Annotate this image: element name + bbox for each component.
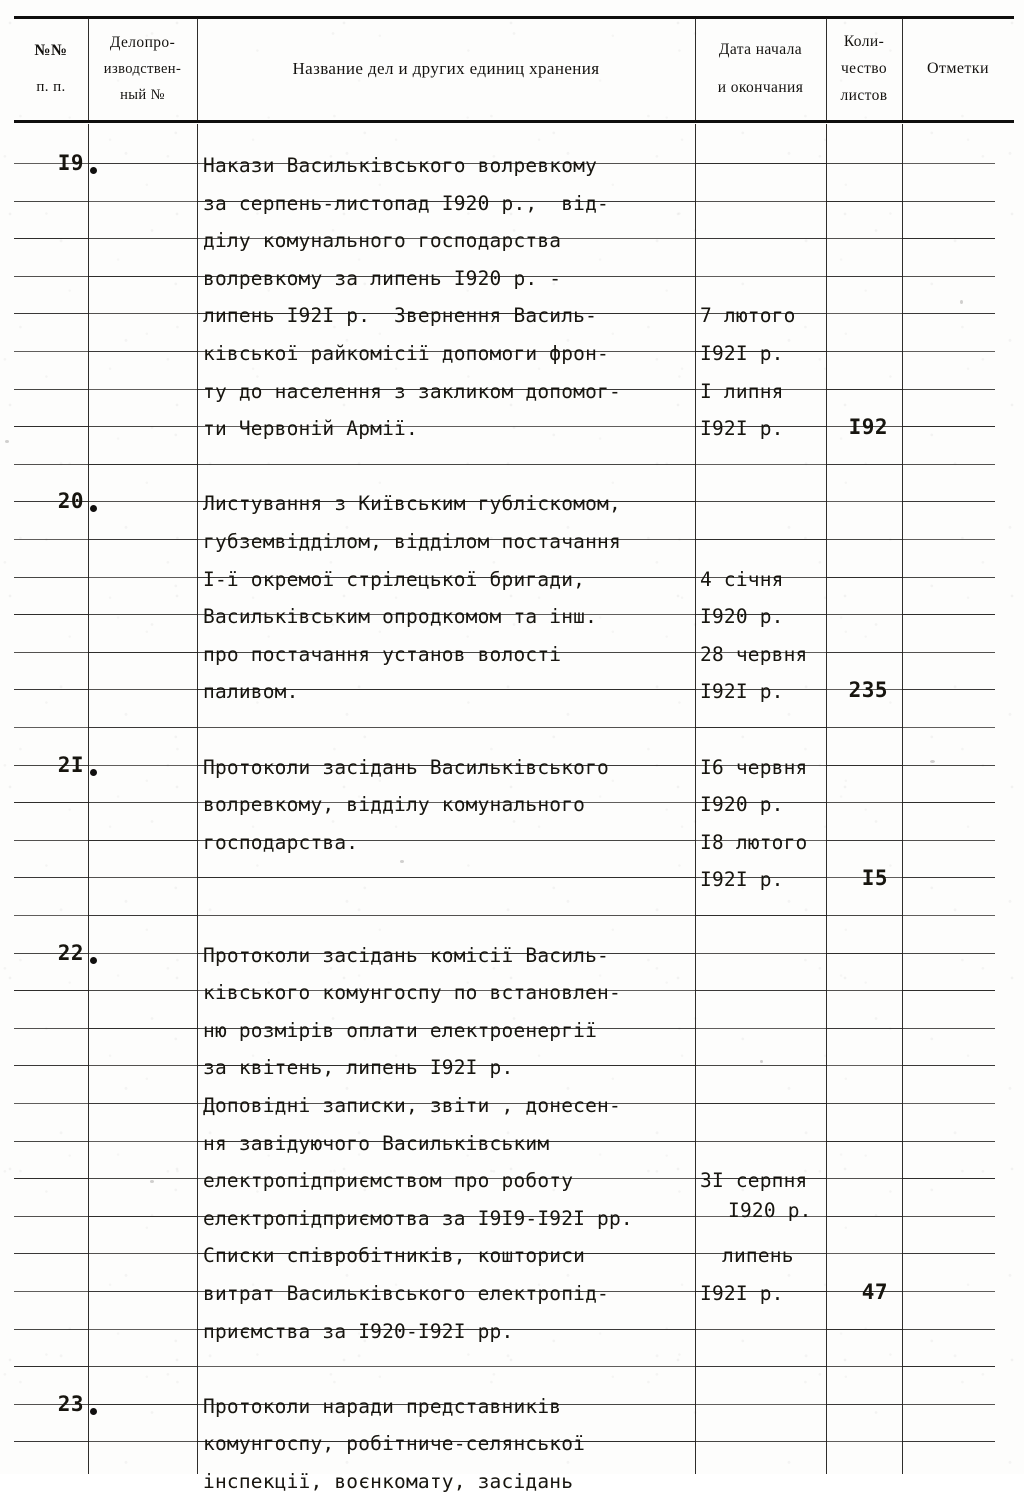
ruled-line <box>695 1329 826 1330</box>
ruled-line <box>88 201 197 202</box>
ruled-line <box>14 689 88 690</box>
entry-date-line: I липня <box>700 379 784 403</box>
ruled-line <box>826 1103 902 1104</box>
entry-title-line: інспекції, воєнкомату, засідань <box>203 1470 574 1493</box>
entry-index-number: 2I <box>57 752 84 777</box>
ruled-line <box>14 1441 88 1442</box>
body-divider-record <box>197 124 198 1474</box>
ruled-line <box>695 1065 826 1066</box>
ruled-line <box>826 765 902 766</box>
entry-title-line: Протоколи засідань комісії Василь- <box>203 943 609 967</box>
entry-date-line: I8 лютого <box>700 830 808 854</box>
ruled-line <box>14 426 88 427</box>
ruled-line <box>902 1216 995 1217</box>
ruled-line <box>14 877 88 878</box>
ruled-line <box>826 1028 902 1029</box>
ruled-line <box>826 802 902 803</box>
ruled-line <box>902 276 995 277</box>
ruled-line <box>826 577 902 578</box>
ruled-line <box>902 802 995 803</box>
ruled-line <box>826 1141 902 1142</box>
ruled-line <box>826 389 902 390</box>
ruled-line <box>695 163 826 164</box>
ruled-line <box>14 464 88 465</box>
ruled-line <box>14 1253 88 1254</box>
ruled-line <box>826 1441 902 1442</box>
ruled-line <box>695 1441 826 1442</box>
ruled-line <box>14 1141 88 1142</box>
ruled-line <box>88 1441 197 1442</box>
ruled-line <box>826 953 902 954</box>
ruled-line <box>14 1178 88 1179</box>
ruled-line <box>88 1141 197 1142</box>
entry-title-line: Протоколи наради представників <box>203 1394 562 1418</box>
entry-index-number: 22 <box>57 940 84 965</box>
header-dates-line-2: и окончания <box>717 79 804 96</box>
ruled-line <box>826 614 902 615</box>
entry-index-period <box>90 167 97 174</box>
ruled-line <box>695 238 826 239</box>
body-divider-dates <box>826 124 827 1474</box>
entry-title-line: ту до населення з закликом допомог- <box>203 379 621 403</box>
ruled-line <box>14 389 88 390</box>
ruled-line <box>88 1404 197 1405</box>
ruled-line <box>826 1253 902 1254</box>
ruled-line <box>14 652 88 653</box>
ruled-line <box>826 163 902 164</box>
ruled-line <box>826 1329 902 1330</box>
ruled-line <box>902 426 995 427</box>
entry-title-line: ділу комунального господарства <box>203 229 562 253</box>
entry-title-line: Накази Васильківського волревкому <box>203 154 598 177</box>
ruled-line <box>14 1366 88 1367</box>
overstruck-correction: а за <box>417 1206 466 1230</box>
entry-title-line: Листування з Київським губліскомом, <box>203 492 621 516</box>
entry-title-line: Списки співробітників, кошториси <box>203 1244 586 1268</box>
ruled-line <box>902 1178 995 1179</box>
ruled-line <box>14 351 88 352</box>
ruled-line <box>902 389 995 390</box>
entry-title-line: I-ї окремої стрілецької бригади, <box>203 567 586 591</box>
entry-index-period <box>90 505 97 512</box>
entry-index-number: 23 <box>57 1391 84 1416</box>
entry-title-line: про постачання установ волості <box>203 642 562 666</box>
ruled-line <box>826 915 902 916</box>
ruled-line <box>88 1253 197 1254</box>
scan-smudge <box>5 440 9 443</box>
ruled-line <box>826 238 902 239</box>
ruled-line <box>826 351 902 352</box>
ruled-line <box>826 840 902 841</box>
entry-date-line: I92I р. <box>700 342 784 365</box>
header-index-line-1: №№ <box>34 42 68 59</box>
entry-title-line: за квітень, липень I92I р. <box>203 1056 514 1080</box>
ruled-line <box>902 577 995 578</box>
entry-index-number: 20 <box>57 489 84 514</box>
ruled-line <box>14 614 88 615</box>
entry-date-line: I92I р. <box>700 1282 784 1305</box>
ruled-line <box>14 915 88 916</box>
ruled-line <box>902 464 995 465</box>
entry-title-line: комунгоспу, робітниче-селянської <box>203 1432 586 1456</box>
entry-title-line: ня завідуючого Васильківським <box>203 1131 550 1155</box>
ruled-line <box>826 464 902 465</box>
ruled-line <box>88 1366 197 1367</box>
entry-title-line: паливом. <box>203 680 299 704</box>
ruled-line <box>88 539 197 540</box>
entry-date-line: 4 січня <box>700 567 784 591</box>
entry-date-line: ЗI серпня <box>700 1169 808 1193</box>
entry-sheet-count: I5 <box>861 866 888 891</box>
ruled-line <box>14 577 88 578</box>
entry-title-line: за серпень-листопад I920 р., від- <box>203 191 609 215</box>
entry-title-text: I9I9-I92I рр. <box>465 1206 633 1230</box>
scan-smudge <box>930 760 935 763</box>
ruled-line <box>88 276 197 277</box>
ruled-line <box>695 201 826 202</box>
ruled-line <box>88 389 197 390</box>
scan-smudge <box>960 300 963 304</box>
ruled-line <box>902 1028 995 1029</box>
ruled-line <box>88 1028 197 1029</box>
ruled-line <box>88 313 197 314</box>
ruled-line <box>826 501 902 502</box>
ruled-line <box>695 727 826 728</box>
header-cell-record-number <box>88 20 197 118</box>
entry-title-line: волревкому за липень I920 р. - <box>203 266 562 290</box>
ruled-line <box>88 501 197 502</box>
ruled-line <box>695 953 826 954</box>
ruled-line <box>695 539 826 540</box>
ruled-line <box>197 915 695 916</box>
entry-date-line: I92I р. <box>700 868 784 892</box>
ruled-line <box>88 990 197 991</box>
ruled-line <box>88 1291 197 1292</box>
ruled-line <box>88 426 197 427</box>
ruled-line <box>902 727 995 728</box>
ruled-line <box>695 464 826 465</box>
header-record-line-1: Делопро- <box>109 34 176 51</box>
ruled-line <box>14 276 88 277</box>
header-sheets-line-3: листов <box>840 87 888 104</box>
ruled-line <box>14 539 88 540</box>
ruled-line <box>695 1141 826 1142</box>
ruled-line <box>14 313 88 314</box>
ruled-line <box>88 765 197 766</box>
ruled-line <box>88 915 197 916</box>
ruled-line <box>197 877 695 878</box>
ruled-line <box>88 1065 197 1066</box>
entry-title-line: приємства за I920-I92I рр. <box>203 1319 514 1343</box>
header-dates-line-1: Дата начала <box>718 41 803 58</box>
entry-date-line: 28 червня <box>700 642 808 666</box>
ruled-line <box>14 727 88 728</box>
header-cell-title <box>197 20 695 118</box>
ruled-line <box>902 1329 995 1330</box>
entry-date-line: I92I р. <box>700 417 784 441</box>
ruled-line <box>14 1028 88 1029</box>
body-divider-sheets <box>902 124 903 1474</box>
entry-title-line: витрат Васильківського електропід- <box>203 1282 609 1305</box>
entry-sheet-count: 235 <box>848 678 888 703</box>
ruled-line <box>902 1291 995 1292</box>
ruled-line <box>14 1291 88 1292</box>
header-sheets-line-1: Коли- <box>843 33 885 50</box>
entry-title-line: губземвідділом, відділом постачання <box>203 530 621 553</box>
ruled-line <box>826 1216 902 1217</box>
ruled-line <box>197 727 695 728</box>
ruled-line <box>902 501 995 502</box>
ruled-line <box>88 163 197 164</box>
ruled-line <box>88 840 197 841</box>
ruled-line <box>14 802 88 803</box>
entry-index-number: I9 <box>57 151 84 175</box>
entry-title-line: господарства. <box>203 830 359 854</box>
ruled-line <box>695 276 826 277</box>
header-record-line-2: изводствен- <box>103 61 182 77</box>
entry-date-line: I920 р. <box>700 605 784 629</box>
entry-date-line: I920 р. <box>700 793 784 817</box>
ruled-line <box>14 990 88 991</box>
ruled-line <box>826 539 902 540</box>
entry-title-line: ти Червоній Армії. <box>203 417 418 441</box>
ruled-line <box>826 201 902 202</box>
ruled-line <box>826 313 902 314</box>
ruled-line <box>88 238 197 239</box>
ruled-line <box>88 577 197 578</box>
ruled-line <box>695 501 826 502</box>
ruled-line <box>197 1366 695 1367</box>
entry-title-line: ківської райкомісії допомоги фрон- <box>203 342 609 365</box>
entry-title-text: електропідприємотв <box>203 1206 418 1230</box>
ruled-line <box>902 652 995 653</box>
header-notes-line-1: Отметки <box>927 60 989 77</box>
ruled-line <box>88 877 197 878</box>
header-sheets-line-2: чество <box>840 60 888 77</box>
ruled-line <box>88 1103 197 1104</box>
entry-date-line: I920 р. <box>728 1198 812 1222</box>
ruled-line <box>902 1404 995 1405</box>
body-divider-title <box>695 124 696 1474</box>
ruled-line <box>14 238 88 239</box>
ruled-line <box>826 652 902 653</box>
entry-title-line: липень I92I р. Звернення Василь- <box>203 304 598 328</box>
entry-title-line: ню розмірів оплати електроенергії <box>203 1018 598 1042</box>
header-index-line-2: п. п. <box>36 79 66 95</box>
entry-title-line: Васильківським опродкомом та інш. <box>203 605 598 629</box>
entry-title-line: волревкому, відділу комунального <box>203 793 586 817</box>
ruled-line <box>695 915 826 916</box>
entry-index-period <box>90 957 97 964</box>
ruled-line <box>88 464 197 465</box>
ruled-line <box>826 990 902 991</box>
ruled-line <box>88 802 197 803</box>
ruled-line <box>902 163 995 164</box>
entry-sheet-count: I92 <box>848 415 888 440</box>
ruled-line <box>902 351 995 352</box>
ruled-line <box>695 1028 826 1029</box>
header-top-border <box>14 16 1014 19</box>
ruled-line <box>826 1178 902 1179</box>
entry-index-period <box>90 769 97 776</box>
ruled-line <box>902 238 995 239</box>
entry-title-line: Доповідні записки, звіти , донесен- <box>203 1094 621 1117</box>
ruled-line <box>902 915 995 916</box>
ruled-line <box>902 539 995 540</box>
ruled-line <box>88 351 197 352</box>
ruled-line <box>88 652 197 653</box>
ruled-line <box>826 276 902 277</box>
ruled-line <box>14 840 88 841</box>
entry-date-line: 7 лютого <box>700 304 796 328</box>
ruled-line <box>902 201 995 202</box>
header-record-line-3: ный № <box>120 87 165 103</box>
ruled-line <box>902 1366 995 1367</box>
ruled-line <box>826 727 902 728</box>
ruled-line <box>88 953 197 954</box>
ruled-line <box>14 1216 88 1217</box>
ruled-line <box>695 1404 826 1405</box>
ruled-line <box>695 990 826 991</box>
scan-smudge <box>400 860 404 863</box>
ruled-line <box>902 313 995 314</box>
header-title-line-1: Название дел и других единиц хранения <box>292 59 600 78</box>
ruled-line <box>88 1178 197 1179</box>
ruled-line <box>14 1329 88 1330</box>
ruled-line <box>902 840 995 841</box>
ruled-line <box>902 1065 995 1066</box>
ruled-line <box>826 1366 902 1367</box>
entry-title-line: Протоколи засідань Васильківського <box>203 755 609 779</box>
ruled-line <box>197 464 695 465</box>
entry-index-period <box>90 1408 97 1415</box>
header-bottom-border <box>14 120 1014 123</box>
ruled-line <box>88 689 197 690</box>
ruled-line <box>88 727 197 728</box>
ruled-line <box>902 1253 995 1254</box>
entry-title-line: електропідприємством про роботу <box>203 1169 574 1193</box>
ruled-line <box>88 614 197 615</box>
ruled-line <box>902 614 995 615</box>
entry-title-line <box>203 1206 633 1230</box>
entry-sheet-count: 47 <box>861 1280 888 1304</box>
scan-smudge <box>760 1060 763 1063</box>
ruled-line <box>902 1141 995 1142</box>
ruled-line <box>902 877 995 878</box>
header-cell-notes <box>902 20 1014 118</box>
ruled-line <box>14 201 88 202</box>
header-cell-dates <box>695 20 826 118</box>
entry-title-line: ківського комунгоспу по встановлен- <box>203 981 621 1005</box>
body-divider-index <box>88 124 89 1474</box>
ruled-line <box>14 1103 88 1104</box>
entry-date-line: I6 червня <box>700 755 808 779</box>
ruled-line <box>902 689 995 690</box>
scan-smudge <box>150 1180 154 1183</box>
ruled-line <box>695 1103 826 1104</box>
ruled-line <box>902 1441 995 1442</box>
header-cell-index <box>14 20 88 118</box>
ruled-line <box>902 765 995 766</box>
ruled-line <box>88 1216 197 1217</box>
ruled-line <box>826 1065 902 1066</box>
ruled-line <box>902 953 995 954</box>
header-cell-sheets <box>826 20 902 118</box>
ruled-line <box>826 1404 902 1405</box>
entry-date-line: I92I р. <box>700 680 784 704</box>
ruled-line <box>695 1366 826 1367</box>
ruled-line <box>88 1329 197 1330</box>
ruled-line <box>902 990 995 991</box>
ruled-line <box>902 1103 995 1104</box>
entry-date-line: липень <box>722 1244 794 1268</box>
ruled-line <box>14 1065 88 1066</box>
